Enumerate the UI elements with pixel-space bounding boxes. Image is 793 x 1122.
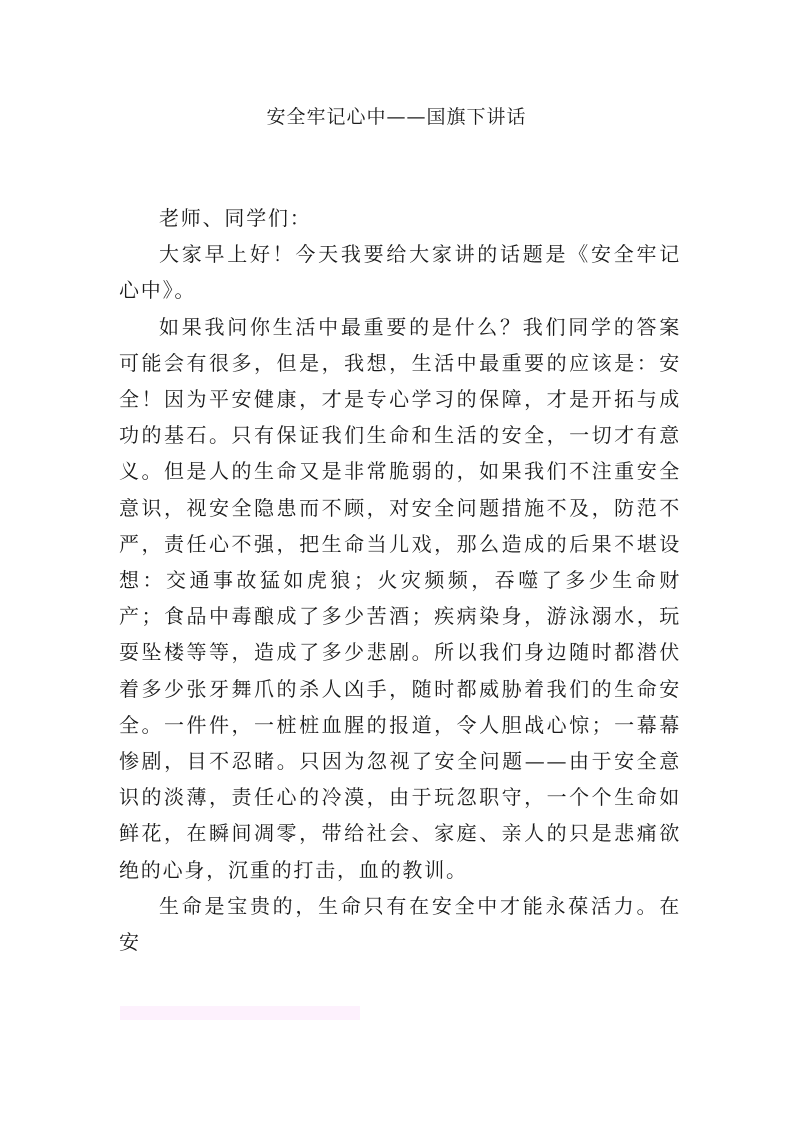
document-body xyxy=(119,200,681,960)
paragraph-continuation: 生命是宝贵的，生命只有在安全中才能永葆活力。在安 xyxy=(119,893,681,955)
document-title: 安全牢记心中——国旗下讲话 xyxy=(266,106,527,128)
faded-watermark xyxy=(120,1006,360,1020)
paragraph-main: 如果我问你生活中最重要的是什么？我们同学的答案可能会有很多，但是，我想，生活中最重要的应该是：安全！因为平安健康，才是专心学习的保障，才是开拓与成功的基石。只有保证我们生命和生活的安全，一切才有意义。但是人的生命又是非常脆弱的，如果我们不注重安全意识，视安全隐患而不顾，对安全问题措施不及，防范不严，责任心不强，把生命当儿戏，那么造成的后果不堪设想：交通事故猛如虎狼；火灾频频，吞噬了多少生命财产；食品中毒酿成了多少苦酒；疾病染身，游泳溺水，玩耍坠楼等等，造成了多少悲剧。所以我们身边随时都潜伏着多少张牙舞爪的杀人凶手，随时都威胁着我们的生命安全。一件件，一桩桩血腥的报道，令人胆战心惊；一幕幕惨剧，目不忍睹。只因为忽视了安全问题——由于安全意识的淡薄，责任心的冷漠，由于玩忽职守，一个个生命如鲜花，在瞬间凋零，带给社会、家庭、亲人的只是悲痛欲绝的心身，沉重的打击，血的教训。 xyxy=(119,314,681,882)
paragraph-greeting: 大家早上好！今天我要给大家讲的话题是《安全牢记心中》。 xyxy=(119,242,681,303)
paragraph-salutation: 老师、同学们： xyxy=(159,206,312,230)
